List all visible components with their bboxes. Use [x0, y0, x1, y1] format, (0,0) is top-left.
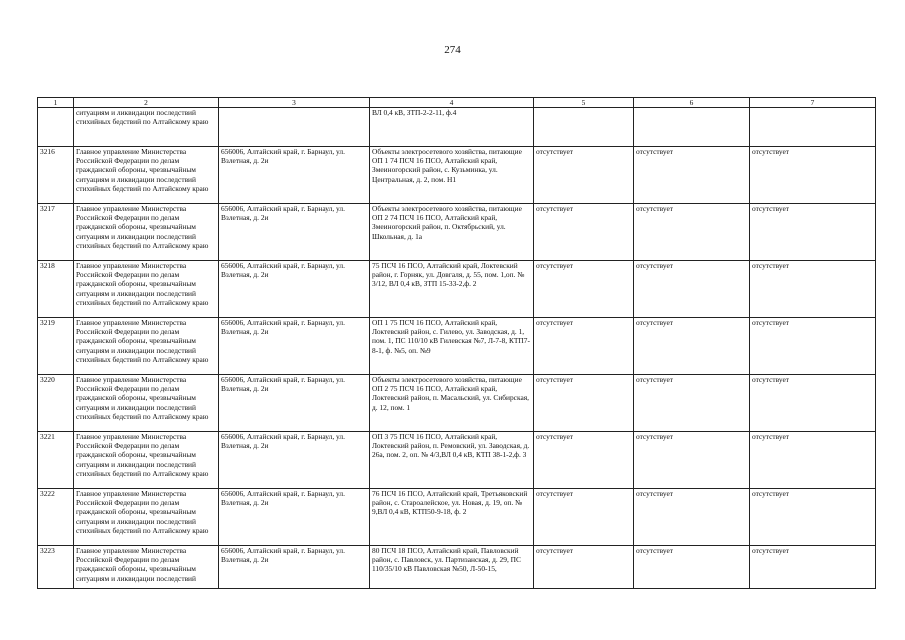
cell-object: 76 ПСЧ 16 ПСО, Алтайский край, Третьяковский район, с. Староалейское, ул. Новая, д. 19, оп. № 9,ВЛ 0,4 кВ, КТП50-9-18, ф. 2: [370, 489, 534, 546]
cell-address: 656006, Алтайский край, г. Барнаул, ул. Взлетная, д. 2и: [219, 204, 370, 261]
cell-num: 3216: [38, 147, 74, 204]
cell-address: 656006, Алтайский край, г. Барнаул, ул. Взлетная, д. 2и: [219, 546, 370, 589]
table-row: [38, 261, 876, 318]
cell-object: Объекты электросетевого хозяйства, питающие ОП 2 74 ПСЧ 16 ПСО, Алтайский край, Змеиногорский район, п. Октябрьский, ул. Школьная, д. 1а: [370, 204, 534, 261]
cell-address: 656006, Алтайский край, г. Барнаул, ул. Взлетная, д. 2и: [219, 489, 370, 546]
table-row: [38, 204, 876, 261]
cell-object: ОП 3 75 ПСЧ 16 ПСО, Алтайский край, Локтевский район, п. Ремовский, ул. Заводская, д. 26а, пом. 2, оп. № 4/3,ВЛ 0,4 кВ, КТП 38-1-2,ф. 3: [370, 432, 534, 489]
cell-col5: отсутствует: [534, 204, 634, 261]
cell-object: 80 ПСЧ 18 ПСО, Алтайский край, Павловский район, с. Павловск, ул. Партизанская, д. 29, ПС 110/35/10 кВ Павловская №50, Л-50-15,: [370, 546, 534, 589]
cell-col7: отсутствует: [750, 261, 876, 318]
continuation-row: [38, 108, 876, 147]
cell-col5: [534, 108, 634, 147]
cell-num: 3220: [38, 375, 74, 432]
column-header-2: 2: [74, 98, 219, 108]
column-header-4: 4: [370, 98, 534, 108]
cell-num: 3223: [38, 546, 74, 589]
cell-object: ОП 1 75 ПСЧ 16 ПСО, Алтайский край, Локтевский район, с. Гилево, ул. Заводская, д. 1, пом. 1, ПС 110/10 кВ Гилевская №7, Л-7-8, КТП7-8-1, ф. №5, оп. №9: [370, 318, 534, 375]
table-row: [38, 489, 876, 546]
table-row: [38, 375, 876, 432]
cell-object: Объекты электросетевого хозяйства, питающие ОП 2 75 ПСЧ 16 ПСО, Алтайский край, Локтевский район, п. Масальский, ул. Сибирская, д. 12, пом. 1: [370, 375, 534, 432]
column-header-6: 6: [634, 98, 750, 108]
cell-owner: Главное управление Министерства Российской Федерации по делам гражданской обороны, чрезвычайным ситуациям и ликвидации последствий стихийных бедствий по Алтайскому краю: [74, 318, 219, 375]
cell-col7: отсутствует: [750, 375, 876, 432]
cell-col5: отсутствует: [534, 261, 634, 318]
cell-object: Объекты электросетевого хозяйства, питающие ОП 1 74 ПСЧ 16 ПСО, Алтайский край, Змеиногорский район, с. Кузьминка, ул. Центральная, д. 2, пом. Н1: [370, 147, 534, 204]
cell-address: 656006, Алтайский край, г. Барнаул, ул. Взлетная, д. 2и: [219, 375, 370, 432]
cell-num: 3221: [38, 432, 74, 489]
cell-col7: отсутствует: [750, 204, 876, 261]
cell-num: [38, 108, 74, 147]
cell-col6: отсутствует: [634, 489, 750, 546]
cell-address: 656006, Алтайский край, г. Барнаул, ул. Взлетная, д. 2и: [219, 147, 370, 204]
column-header-3: 3: [219, 98, 370, 108]
registry-table: [37, 97, 876, 589]
cell-col7: отсутствует: [750, 318, 876, 375]
cell-col5: отсутствует: [534, 546, 634, 589]
cell-col6: [634, 108, 750, 147]
cell-owner: Главное управление Министерства Российской Федерации по делам гражданской обороны, чрезвычайным ситуациям и ликвидации последствий: [74, 546, 219, 589]
cell-col5: отсутствует: [534, 375, 634, 432]
cell-address: 656006, Алтайский край, г. Барнаул, ул. Взлетная, д. 2и: [219, 318, 370, 375]
cell-col7: [750, 108, 876, 147]
cell-num: 3222: [38, 489, 74, 546]
header-row: [38, 98, 876, 108]
cell-owner: Главное управление Министерства Российской Федерации по делам гражданской обороны, чрезвычайным ситуациям и ликвидации последствий стихийных бедствий по Алтайскому краю: [74, 489, 219, 546]
cell-col7: отсутствует: [750, 147, 876, 204]
cell-num: 3219: [38, 318, 74, 375]
cell-col7: отсутствует: [750, 489, 876, 546]
column-header-7: 7: [750, 98, 876, 108]
cell-col6: отсутствует: [634, 375, 750, 432]
cell-col5: отсутствует: [534, 318, 634, 375]
cell-owner: ситуациям и ликвидации последствий стихийных бедствий по Алтайскому краю: [74, 108, 219, 147]
cell-col6: отсутствует: [634, 546, 750, 589]
cell-col5: отсутствует: [534, 489, 634, 546]
cell-owner: Главное управление Министерства Российской Федерации по делам гражданской обороны, чрезвычайным ситуациям и ликвидации последствий стихийных бедствий по Алтайскому краю: [74, 204, 219, 261]
cell-owner: Главное управление Министерства Российской Федерации по делам гражданской обороны, чрезвычайным ситуациям и ликвидации последствий стихийных бедствий по Алтайскому краю: [74, 375, 219, 432]
cell-col6: отсутствует: [634, 147, 750, 204]
cell-object: 75 ПСЧ 16 ПСО, Алтайский край, Локтевский район, г. Горняк, ул. Довгаля, д. 55, пом. 1,оп. № 3/12, ВЛ 0,4 кВ, ЗТП 15-33-2,ф. 2: [370, 261, 534, 318]
column-header-5: 5: [534, 98, 634, 108]
table-row: [38, 147, 876, 204]
table-row: [38, 318, 876, 375]
cell-owner: Главное управление Министерства Российской Федерации по делам гражданской обороны, чрезвычайным ситуациям и ликвидации последствий стихийных бедствий по Алтайскому краю: [74, 261, 219, 318]
page-number: 274: [444, 44, 461, 56]
table-row: [38, 546, 876, 589]
cell-address: 656006, Алтайский край, г. Барнаул, ул. Взлетная, д. 2и: [219, 432, 370, 489]
cell-owner: Главное управление Министерства Российской Федерации по делам гражданской обороны, чрезвычайным ситуациям и ликвидации последствий стихийных бедствий по Алтайскому краю: [74, 147, 219, 204]
cell-col6: отсутствует: [634, 261, 750, 318]
cell-col7: отсутствует: [750, 432, 876, 489]
cell-col6: отсутствует: [634, 204, 750, 261]
cell-col5: отсутствует: [534, 147, 634, 204]
cell-owner: Главное управление Министерства Российской Федерации по делам гражданской обороны, чрезвычайным ситуациям и ликвидации последствий стихийных бедствий по Алтайскому краю: [74, 432, 219, 489]
table-row: [38, 432, 876, 489]
cell-object: ВЛ 0,4 кВ, ЗТП-2-2-11, ф.4: [370, 108, 534, 147]
cell-col6: отсутствует: [634, 432, 750, 489]
cell-num: 3217: [38, 204, 74, 261]
column-header-1: 1: [38, 98, 74, 108]
cell-address: 656006, Алтайский край, г. Барнаул, ул. Взлетная, д. 2и: [219, 261, 370, 318]
cell-col6: отсутствует: [634, 318, 750, 375]
cell-col5: отсутствует: [534, 432, 634, 489]
cell-address: [219, 108, 370, 147]
cell-col7: отсутствует: [750, 546, 876, 589]
cell-num: 3218: [38, 261, 74, 318]
